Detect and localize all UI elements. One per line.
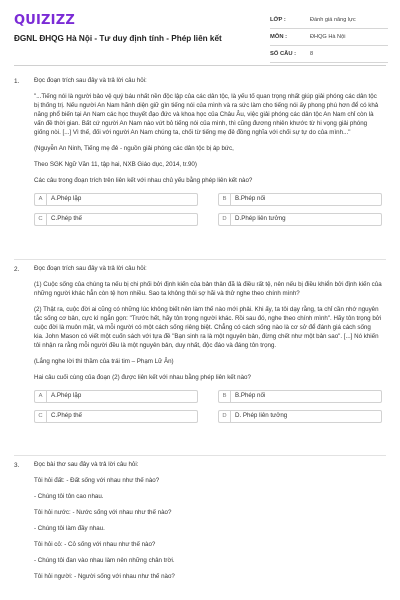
worksheet-header (0, 0, 400, 62)
option-a[interactable] (34, 390, 198, 403)
option-text: D. Phép liên tưởng (235, 411, 288, 419)
option-d[interactable] (218, 410, 382, 423)
option-text: A.Phép lặp (51, 194, 82, 202)
question-number: 3. (14, 462, 20, 469)
answer-options (34, 390, 382, 423)
option-text: D.Phép liên tưởng (235, 214, 286, 222)
passage-paragraph: "...Tiếng nói là người bảo vệ quý báu nhất nền độc lập của các dân tộc, là yếu tố quan trọng nhất giúp giải phóng các dân tộc bị thống trị. Nếu người An Nam hãnh diện giữ gìn tiếng nói của mình và ra sức làm cho tiếng nói ấy phong phú hơn để có khả năng phổ biến tại An Nam các học thuyết đạo đức và khoa học của Châu Âu, việc giải phóng các dân tộc An Nam chỉ còn là vấn đề thời gian. Bất cứ người An Nam nào vứt bỏ tiếng nói của mình, thì cũng đương nhiên khước từ hi vọng giải phóng giống nòi. [...] Vì thế, đối với người An Nam chúng ta, chối từ tiếng mẹ đẻ đồng nghĩa với chối sự tự do của mình..." (34, 92, 379, 136)
option-text: C.Phép thế (51, 214, 82, 222)
passage-source: Theo SGK Ngữ Văn 11, tập hai, NXB Giáo dục, 2014, tr.90) (34, 160, 197, 168)
meta-subject-label: MÔN : (270, 33, 288, 40)
worksheet-title: ĐGNL ĐHQG Hà Nội - Tư duy định tính - Phép liên kết (14, 34, 222, 43)
option-letter: A (35, 391, 47, 402)
meta-subject-value: ĐHQG Hà Nội (310, 33, 346, 40)
meta-count-label: SỐ CÂU : (270, 50, 297, 57)
option-a[interactable] (34, 193, 198, 206)
question-number: 2. (14, 266, 20, 273)
meta-count-row (270, 46, 388, 63)
question-divider (14, 259, 386, 260)
question-number: 1. (14, 78, 20, 85)
meta-count-value: 8 (310, 50, 314, 57)
option-b[interactable] (218, 390, 382, 403)
option-letter: B (219, 194, 231, 205)
poem-line: Tôi hỏi người: - Người sống với nhau như thế nào? (34, 572, 175, 580)
passage-paragraph: (1) Cuộc sống của chúng ta nếu bị chi phối bởi định kiến của bản thân đã là điều rất tệ, nên nếu bị điều khiển bởi định kiến của những người khác hẳn còn tệ hơn nhiều. Sao ta không thôi sợ hãi và thử nghe theo chính mình? (34, 280, 382, 297)
poem-line: Tôi hỏi cỏ: - Cỏ sống với nhau như thế nào? (34, 540, 156, 548)
question-prompt: Đọc bài thơ sau đây và trả lời câu hỏi: (34, 461, 139, 468)
option-b[interactable] (218, 193, 382, 206)
option-letter: C (35, 214, 47, 225)
option-d[interactable] (218, 213, 382, 226)
worksheet-meta (270, 12, 388, 63)
meta-class-row (270, 12, 388, 29)
passage-paragraph: (2) Thật ra, cuộc đời ai cũng có những lúc không biết nên làm thế nào mới phải. Khi ấy, ta tôi dạy rằng, ta chỉ cần nhớ nguyên tắc sống cơ bản, cực kì ngắn gọn: "Trước hết, hãy tôn trọng người khác. Rồi sau đó, nghe theo chính mình". Hãy tôn trọng bởi cuộc đời là muôn mặt, và mỗi người có một cách sống riêng biệt. Chẳng có cách sống nào là cơ sở để đánh giá cách sống kia. John Mason có viết một cuốn sách với tựa đề "Bạn sinh ra là một nguyên bản, đừng chết như một bản sao". [...] Nó khiến tôi nhận ra rằng mỗi người đều là một nguyên bản, duy nhất, độc đáo và đáng tôn trọng. (34, 305, 382, 349)
question-2 (14, 265, 386, 423)
question-text: Hai câu cuối cùng của đoạn (2) được liên kết với nhau bằng phép liên kết nào? (34, 373, 251, 381)
question-prompt: Đọc đoạn trích sau đây và trả lời câu hỏi: (34, 265, 147, 272)
header-divider (14, 65, 386, 66)
poem-line: - Chúng tôi đan vào nhau làm nên những chân trời. (34, 556, 175, 564)
option-letter: D (219, 214, 231, 225)
option-letter: B (219, 391, 231, 402)
answer-options (34, 193, 382, 226)
question-divider (14, 455, 386, 456)
quizizz-logo: QUIZIZZ (14, 13, 75, 28)
option-letter: D (219, 411, 231, 422)
question-prompt: Đọc đoạn trích sau đây và trả lời câu hỏi: (34, 77, 147, 84)
option-text: B.Phép nối (235, 391, 266, 399)
meta-subject-row (270, 29, 388, 46)
passage-source: (Lắng nghe lời thì thầm của trái tim – Phạm Lữ Ân) (34, 357, 174, 365)
question-1 (14, 77, 386, 226)
poem-line: - Chúng tôi tôn cao nhau. (34, 492, 104, 500)
question-3 (14, 461, 386, 589)
option-c[interactable] (34, 410, 198, 423)
question-text: Các câu trong đoạn trích trên liên kết với nhau chủ yếu bằng phép liên kết nào? (34, 176, 253, 184)
option-letter: A (35, 194, 47, 205)
poem-line: - Chúng tôi làm đầy nhau. (34, 524, 105, 532)
option-letter: C (35, 411, 47, 422)
option-text: B.Phép nối (235, 194, 266, 202)
meta-class-value: Đánh giá năng lực (310, 16, 356, 23)
poem-line: Tôi hỏi đất: - Đất sống với nhau như thế nào? (34, 476, 160, 484)
option-text: A.Phép lặp (51, 391, 82, 399)
option-text: C.Phép thế (51, 411, 82, 419)
option-c[interactable] (34, 213, 198, 226)
meta-class-label: LỚP : (270, 16, 286, 23)
passage-source: (Nguyễn An Ninh, Tiếng mẹ đẻ - nguồn giải phóng các dân tộc bị áp bức, (34, 144, 234, 152)
poem-line: Tôi hỏi nước: - Nước sống với nhau như thế nào? (34, 508, 172, 516)
